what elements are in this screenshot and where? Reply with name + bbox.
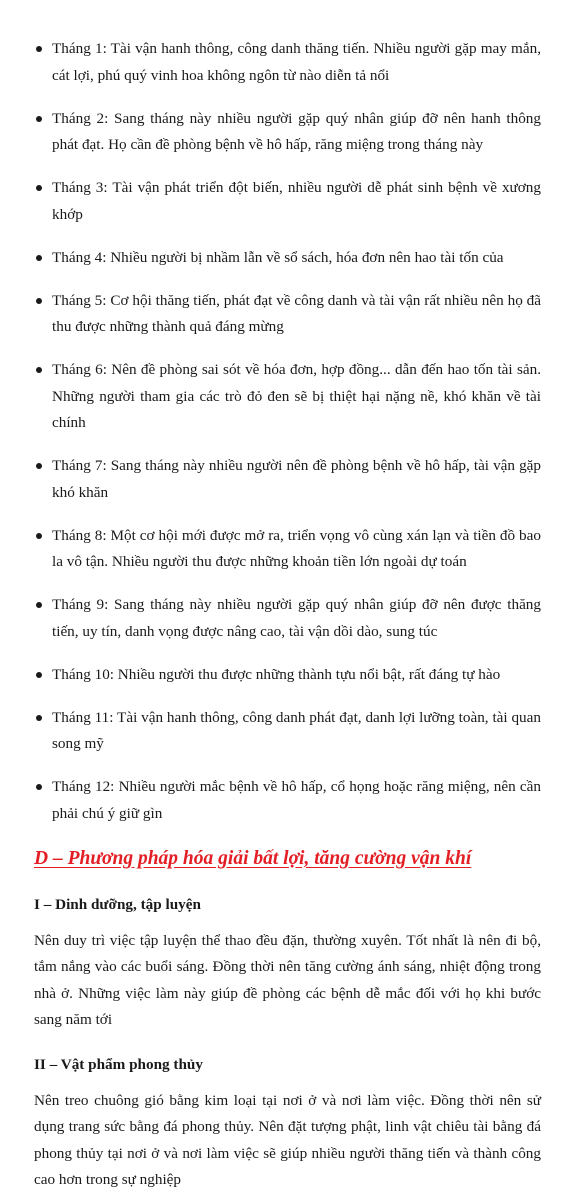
month-text: Tháng 1: Tài vận hanh thông, công danh thăng tiến. Nhiều người gặp may mắn, cát lợi, phú quý vinh hoa không ngôn từ nào diễn tả nổi [52, 40, 541, 84]
month-text: Tháng 4: Nhiều người bị nhầm lẫn về sổ sách, hóa đơn nên hao tài tốn của [52, 248, 504, 266]
list-item [34, 357, 541, 437]
month-text: Tháng 3: Tài vận phát triển đột biến, nhiều người dễ phát sinh bệnh về xương khớp [52, 179, 541, 223]
month-text: Tháng 10: Nhiều người thu được những thành tựu nổi bật, rất đáng tự hào [52, 665, 501, 683]
list-item [34, 106, 541, 159]
bullet-icon [36, 602, 42, 608]
month-text: Tháng 7: Sang tháng này nhiều người nên đề phòng bệnh về hô hấp, tài vận gặp khó khăn [52, 457, 541, 501]
bullet-icon [36, 715, 42, 721]
list-item [34, 592, 541, 645]
bullet-icon [36, 533, 42, 539]
list-item [34, 523, 541, 576]
list-item [34, 705, 541, 758]
month-text: Tháng 2: Sang tháng này nhiều người gặp quý nhân giúp đỡ nên hanh thông phát đạt. Họ cần đề phòng bệnh về hô hấp, răng miệng trong tháng này [52, 109, 541, 153]
bullet-icon [36, 185, 42, 191]
subsection-paragraph: Nên treo chuông gió bằng kim loại tại nơi ở và nơi làm việc. Đồng thời nên sử dụng trang sức bằng đá phong thủy. Nên đặt tượng phật, linh vật chiêu tài bằng đá phong thủy tại nơi ở và nơi làm việc sẽ giúp nhiều người thăng tiến và thành công cao hơn trong sự nghiệp [34, 1091, 541, 1188]
bullet-icon [36, 672, 42, 678]
month-text: Tháng 11: Tài vận hanh thông, công danh phát đạt, danh lợi lưỡng toàn, tài quan song mỹ [52, 708, 541, 752]
subsection-paragraph: Nên duy trì việc tập luyện thể thao đều đặn, thường xuyên. Tốt nhất là nên đi bộ, tắm nắng vào các buổi sáng. Đồng thời nên tăng cường ánh sáng, nhiệt động trong nhà ở. Những việc làm này giúp đề phòng các bệnh dễ mắc đối với họ khi bước sang năm tới [34, 931, 541, 1028]
list-item [34, 175, 541, 228]
month-text: Tháng 9: Sang tháng này nhiều người gặp quý nhân giúp đỡ nên được thăng tiến, uy tín, danh vọng được nâng cao, tài vận dồi dào, sung túc [52, 596, 541, 640]
bullet-icon [36, 298, 42, 304]
list-item [34, 453, 541, 506]
bullet-icon [36, 784, 42, 790]
month-text: Tháng 6: Nên đề phòng sai sót về hóa đơn, hợp đồng... dẫn đến hao tốn tài sản. Những người tham gia các trò đỏ đen sẽ bị thiệt hại nặng nề, khó khăn về tài chính [52, 361, 541, 431]
monthly-forecast-list [34, 36, 541, 827]
bullet-icon [36, 116, 42, 122]
list-item [34, 288, 541, 341]
list-item [34, 774, 541, 827]
bullet-icon [36, 367, 42, 373]
section-heading: D – Phương pháp hóa giải bất lợi, tăng cường vận khí [34, 847, 472, 869]
list-item [34, 662, 541, 689]
subsection-title: II – Vật phẩm phong thủy [34, 1055, 203, 1073]
subsection-title: I – Dinh dưỡng, tập luyện [34, 895, 201, 913]
month-text: Tháng 5: Cơ hội thăng tiến, phát đạt về công danh và tài vận rất nhiều nên họ đã thu được những thành quả đáng mừng [52, 291, 541, 335]
month-text: Tháng 12: Nhiều người mắc bệnh về hô hấp, cổ họng hoặc răng miệng, nên cần phải chú ý giữ gìn [52, 778, 541, 822]
month-text: Tháng 8: Một cơ hội mới được mở ra, triển vọng vô cùng xán lạn và tiền đồ bao la vô tận. Nhiều người thu được những khoản tiền lớn ngoài dự toán [52, 526, 541, 570]
bullet-icon [36, 463, 42, 469]
bullet-icon [36, 46, 42, 52]
bullet-icon [36, 255, 42, 261]
list-item [34, 245, 541, 272]
list-item [34, 36, 541, 89]
